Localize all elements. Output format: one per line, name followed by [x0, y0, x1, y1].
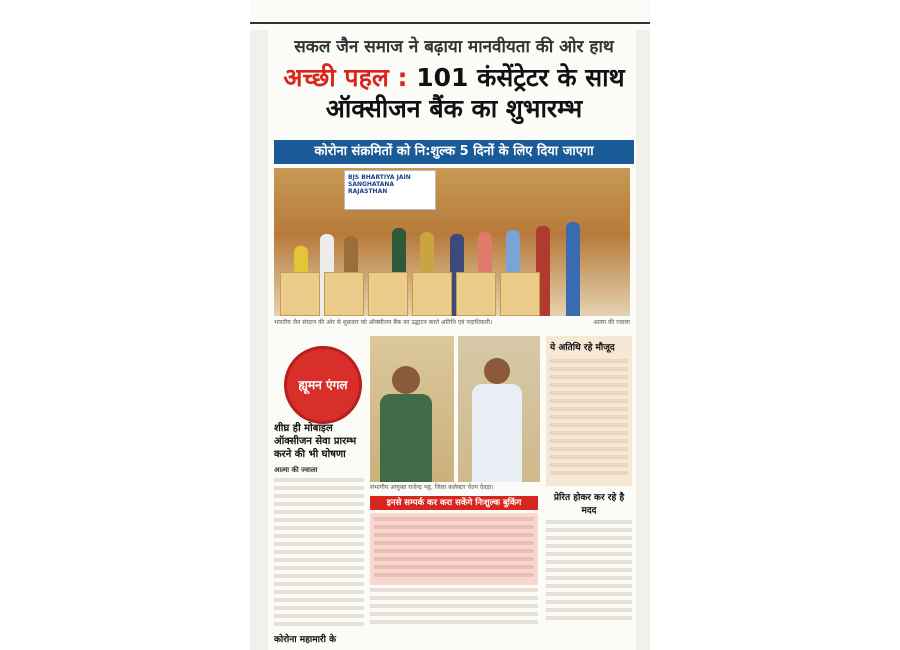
page-header-strip	[250, 0, 650, 24]
inspired-text	[546, 520, 632, 620]
inspired-title: प्रेरित होकर कर रहे है मदद	[553, 493, 625, 516]
official-photo-2	[458, 336, 540, 482]
deck-banner: कोरोना संक्रमितों को नि:शुल्क 5 दिनों के लिए दिया जाएगा	[274, 140, 634, 164]
right-column-fragment	[636, 30, 650, 650]
headline-rest: 101 कंसेंट्रेटर के साथ ऑक्सीजन बैंक का शुभारम्भ	[325, 63, 625, 123]
guests-box	[546, 336, 632, 486]
head-figure	[484, 358, 510, 384]
main-photo	[274, 168, 630, 316]
newspaper-page	[250, 0, 650, 650]
concentrator-box	[280, 272, 320, 316]
concentrator-box	[456, 272, 496, 316]
left-column-fragment	[250, 30, 268, 650]
contact-box	[370, 513, 538, 585]
photo-caption-text: भारतीय जैन संघटन की ओर से शुक्रवार को ऑक्सीजन बैंक का उद्घाटन करते अतिथि एवं पदाधिकारी।	[274, 319, 493, 326]
official-photo-1	[370, 336, 454, 482]
guests-text	[550, 359, 628, 479]
bottom-headline: कोरोना महामारी के	[274, 635, 336, 645]
person-figure	[566, 222, 580, 316]
concentrator-box	[368, 272, 408, 316]
body-figure	[472, 384, 522, 482]
body-text-lower	[370, 588, 538, 628]
headline-red: अच्छी पहल :	[283, 63, 408, 92]
contact-text	[374, 517, 534, 581]
side-story-title: शीघ्र ही मोबाइल ऑक्सीजन सेवा प्रारम्भ करने की भी घोषणा	[274, 423, 357, 460]
byline: आत्मा की ज्वाला	[274, 466, 318, 474]
concentrator-box	[412, 272, 452, 316]
body-text-column	[274, 478, 364, 628]
event-banner: BJS BHARTIYA JAIN SANGHATANA RAJASTHAN	[344, 170, 436, 210]
guests-title: ये अतिथि रहे मौजूद	[550, 343, 615, 353]
inspired-box	[546, 490, 632, 620]
kicker: सकल जैन समाज ने बढ़ाया मानवीयता की ओर हाथ	[294, 37, 614, 57]
concentrator-box	[500, 272, 540, 316]
headline	[274, 62, 634, 124]
head-figure	[392, 366, 420, 394]
concentrator-box	[324, 272, 364, 316]
human-angle-stamp: ह्यूमन एंगल	[284, 346, 362, 424]
body-figure	[380, 394, 432, 482]
officials-caption: संभागीय आयुक्त राजेन्द्र भट्ट, जिला कलेक्टर चेतन देवड़ा।	[370, 484, 494, 491]
booking-banner: इनसे सम्पर्क कर करा सकेंगे निःशुल्क बुकिंग	[370, 496, 538, 510]
photo-caption	[274, 318, 630, 326]
photo-credit: आत्मा की ज्वाला	[593, 319, 630, 326]
